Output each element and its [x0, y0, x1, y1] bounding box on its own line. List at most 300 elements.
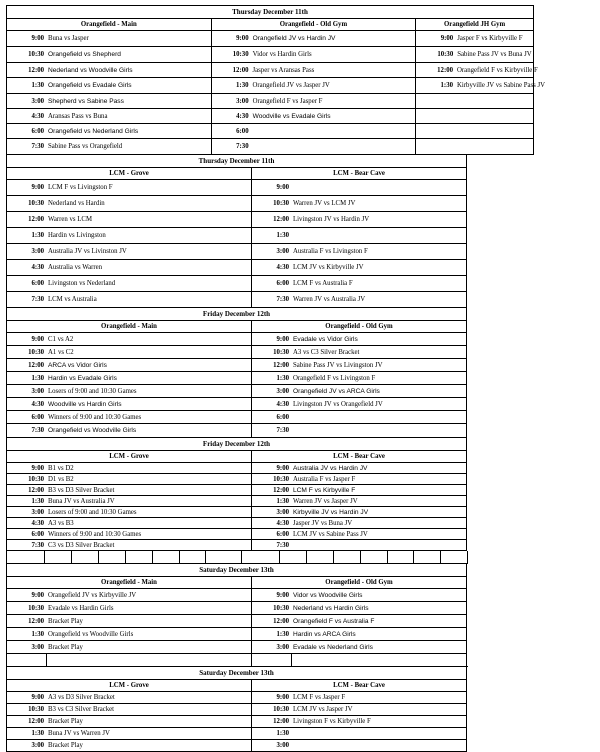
game-slot-old-gym [252, 628, 467, 640]
game-matchup: A3 vs B3 [48, 519, 74, 527]
game-slot-grove [7, 196, 252, 211]
game-row [6, 359, 467, 372]
game-rows [6, 180, 467, 308]
game-time: 12:00 [28, 216, 44, 223]
game-slot-main [7, 589, 252, 601]
game-time: 6:00 [31, 413, 44, 421]
game-matchup: Livingston F vs Kirbyville F [293, 718, 371, 725]
venue-orangefield-main: Orangefield - Main [7, 577, 252, 588]
game-time: 9:00 [31, 335, 44, 343]
game-matchup: A1 vs C2 [48, 348, 74, 356]
game-time: 3:00 [236, 97, 249, 105]
game-slot-main [7, 47, 212, 62]
game-time: 6:00 [31, 280, 44, 287]
game-slot-grove [7, 463, 252, 473]
game-matchup: Warren JV vs Australia JV [293, 296, 366, 303]
game-matchup: Orangefield F vs Australia F [293, 617, 375, 625]
game-slot-bear-cave [252, 244, 467, 259]
game-time: 12:00 [232, 66, 249, 74]
game-slot-main [7, 602, 252, 614]
game-time: 9:00 [31, 591, 44, 599]
game-matchup: B1 vs D2 [48, 464, 74, 472]
game-time: 3:00 [31, 387, 44, 395]
game-slot-main [7, 372, 252, 384]
game-row [6, 228, 467, 244]
game-slot-grove [7, 507, 252, 517]
day-heading: Friday December 12th [6, 308, 467, 321]
game-slot-bear-cave [252, 228, 467, 243]
game-time: 7:30 [31, 143, 44, 150]
game-slot-old-gym [212, 109, 417, 123]
game-row [6, 385, 467, 398]
game-slot-old-gym [212, 94, 417, 108]
game-row [6, 615, 467, 628]
game-row [6, 292, 467, 308]
game-time: 6:00 [31, 127, 44, 135]
game-slot-main [7, 333, 252, 345]
section-thursday-orangefield [6, 5, 546, 155]
game-time: 10:30 [28, 706, 44, 713]
game-time: 9:00 [276, 335, 289, 343]
game-matchup: Nederland vs Woodville Girls [48, 66, 133, 74]
game-time: 1:30 [276, 232, 289, 239]
game-time: 1:30 [31, 630, 44, 638]
game-matchup: A3 vs C3 Silver Bracket [293, 348, 360, 356]
game-slot-old-gym [252, 424, 467, 437]
venue-lcm-grove: LCM - Grove [7, 451, 252, 462]
game-matchup: Losers of 9:00 and 10:30 Games [48, 387, 137, 395]
game-row [6, 180, 467, 196]
game-matchup: Orangefield vs Woodville Girls [48, 630, 134, 638]
game-time: 1:30 [276, 374, 289, 382]
venue-header-row [6, 321, 467, 333]
game-row [6, 276, 467, 292]
game-time: 12:00 [437, 66, 453, 74]
game-time: 10:30 [273, 604, 289, 612]
venue-header-row [6, 577, 467, 589]
game-slot-old-gym [212, 31, 417, 46]
game-slot-main [7, 94, 212, 108]
venue-header-row [6, 168, 467, 180]
venue-header-row [6, 680, 467, 692]
game-time: 7:30 [276, 427, 289, 434]
game-matchup: Orangefield vs Evadale Girls [48, 82, 132, 89]
game-time: 3:00 [31, 97, 44, 105]
game-matchup: Livingston vs Nederland [48, 280, 116, 287]
game-time: 1:30 [236, 82, 249, 89]
game-matchup: Aransas Pass vs Buna [48, 112, 108, 120]
game-slot-main [7, 424, 252, 437]
game-matchup: D1 vs B2 [48, 475, 74, 483]
game-slot-bear-cave [252, 260, 467, 275]
game-slot-main [7, 641, 252, 653]
game-slot-old-gym [252, 346, 467, 358]
schedule-sheet [6, 5, 546, 752]
game-time: 6:00 [236, 127, 249, 135]
game-time: 12:00 [273, 216, 289, 223]
game-slot-grove [7, 228, 252, 243]
game-matchup: Winners of 9:00 and 10:30 Games [48, 413, 142, 421]
game-matchup: LCM JV vs Jasper JV [293, 706, 353, 713]
venue-orangefield-jh-gym: Orangefield JH Gym [416, 19, 534, 30]
game-matchup: Livingston JV vs Hardin JV [293, 216, 370, 223]
game-matchup: C1 vs A2 [48, 335, 74, 343]
game-matchup: Warren vs LCM [48, 216, 93, 223]
game-row [6, 346, 467, 359]
game-slot-jh-gym [416, 109, 534, 123]
blank-grid-row [6, 551, 468, 564]
game-time: 9:00 [31, 184, 44, 191]
game-slot-main [7, 109, 212, 123]
venue-orangefield-old-gym: Orangefield - Old Gym [252, 577, 467, 588]
game-slot-grove [7, 474, 252, 484]
section-friday-lcm [6, 438, 467, 564]
game-row [6, 728, 467, 740]
game-matchup: Australia F vs Livingston F [293, 248, 368, 255]
game-row [6, 463, 467, 474]
game-slot-grove [7, 292, 252, 307]
game-slot-old-gym [252, 589, 467, 601]
game-matchup: Orangefield vs Woodville Girls [48, 427, 137, 434]
game-time: 3:00 [31, 742, 44, 749]
game-time: 4:30 [276, 400, 289, 408]
game-time: 3:00 [276, 248, 289, 255]
game-matchup: Bracket Play [48, 718, 83, 725]
game-slot-old-gym [212, 124, 417, 138]
game-row [6, 47, 534, 63]
game-time: 10:30 [232, 51, 249, 58]
game-matchup: Australia F vs Jasper F [293, 475, 356, 483]
game-row [6, 78, 546, 94]
game-time: 6:00 [276, 413, 289, 421]
game-slot-jh-gym [416, 139, 534, 154]
game-matchup: Losers of 9:00 and 10:30 Games [48, 508, 137, 516]
game-time: 1:30 [31, 232, 44, 239]
game-time: 10:30 [273, 348, 289, 356]
game-slot-main [7, 385, 252, 397]
game-row [6, 474, 467, 485]
game-slot-bear-cave [252, 704, 467, 715]
game-matchup: Australia JV vs Livinston JV [48, 248, 127, 255]
game-row [6, 507, 467, 518]
game-matchup: Evadale vs Hardin Girls [48, 604, 114, 612]
game-matchup: Jasper JV vs Buna JV [293, 519, 353, 527]
game-slot-grove [7, 728, 252, 739]
game-slot-bear-cave [252, 474, 467, 484]
game-time: 1:30 [440, 82, 453, 89]
game-time: 9:00 [440, 35, 454, 42]
game-slot-old-gym [252, 615, 467, 627]
game-matchup: Vidor vs Woodville Girls [293, 591, 363, 599]
game-time: 3:00 [276, 742, 289, 749]
game-time: 3:00 [276, 387, 289, 395]
game-matchup: Shepherd vs Sabine Pass [48, 97, 124, 105]
day-heading: Thursday December 11th [6, 6, 534, 19]
game-time: 7:30 [236, 143, 249, 150]
game-matchup: Orangefield vs Nederland Girls [48, 127, 139, 135]
game-time: 12:00 [273, 361, 289, 369]
game-slot-bear-cave [252, 507, 467, 517]
game-row [6, 518, 467, 529]
game-matchup: Evadale vs Vidor Girls [293, 335, 358, 343]
day-heading: Saturday December 13th [6, 564, 467, 577]
game-matchup: LCM F vs Jasper F [293, 694, 346, 701]
game-time: 9:00 [236, 35, 249, 42]
game-matchup: Buna vs Jasper [48, 35, 89, 42]
game-slot-bear-cave [252, 485, 467, 495]
section-saturday-orangefield [6, 564, 467, 667]
game-matchup: Hardin vs Livingston [48, 232, 106, 239]
game-matchup: Jasper vs Aransas Pass [252, 66, 315, 74]
game-time: 9:00 [276, 694, 289, 701]
game-row [6, 63, 538, 78]
game-time: 10:30 [28, 475, 44, 483]
game-time: 10:30 [273, 475, 289, 483]
game-slot-bear-cave [252, 496, 467, 506]
game-time: 10:30 [28, 604, 44, 612]
game-time: 9:00 [31, 694, 44, 701]
game-matchup: Australia JV vs Hardin JV [293, 464, 368, 472]
game-time: 10:30 [28, 348, 44, 356]
game-time: 7:30 [31, 296, 44, 303]
game-time: 7:30 [31, 541, 44, 549]
game-matchup: Orangefield JV vs ARCA Girls [293, 387, 380, 395]
venue-orangefield-old-gym: Orangefield - Old Gym [252, 321, 467, 332]
game-slot-main [7, 124, 212, 138]
game-matchup: Woodville vs Hardin Girls [48, 400, 122, 408]
game-row [6, 740, 467, 752]
game-time: 9:00 [31, 464, 44, 472]
game-time: 3:00 [31, 643, 44, 651]
game-slot-bear-cave [252, 692, 467, 703]
game-matchup: Jasper F vs Kirbyville F [457, 35, 523, 42]
game-matchup: Livingston JV vs Orangefield JV [293, 400, 383, 408]
section-thursday-lcm [6, 155, 467, 308]
game-row [6, 398, 467, 411]
game-slot-old-gym [252, 333, 467, 345]
game-row [6, 244, 467, 260]
game-slot-jh-gym [416, 63, 538, 77]
venue-lcm-bear-cave: LCM - Bear Cave [252, 168, 467, 179]
game-time: 9:00 [276, 184, 289, 191]
game-slot-main [7, 31, 212, 46]
game-row [6, 496, 467, 507]
game-slot-old-gym [252, 372, 467, 384]
game-slot-main [7, 628, 252, 640]
game-matchup: Evadale vs Nederland Girls [293, 643, 373, 651]
game-time: 6:00 [276, 530, 289, 538]
game-time: 4:30 [236, 112, 249, 120]
game-matchup: LCM vs Australia [48, 296, 97, 303]
venue-lcm-bear-cave: LCM - Bear Cave [252, 451, 467, 462]
game-slot-grove [7, 740, 252, 751]
game-matchup: Sabine Pass vs Orangefield [48, 143, 123, 150]
game-slot-main [7, 139, 212, 154]
game-slot-old-gym [252, 411, 467, 423]
game-time: 4:30 [31, 112, 44, 120]
game-slot-jh-gym [416, 94, 534, 108]
game-matchup: Vidor vs Hardin Girls [252, 51, 312, 58]
game-matchup: Winners of 9:00 and 10:30 Games [48, 530, 142, 538]
game-time: 7:30 [31, 427, 44, 434]
game-matchup: Orangefield JV vs Hardin JV [252, 35, 336, 42]
venue-header-row [6, 451, 467, 463]
game-slot-old-gym [252, 602, 467, 614]
game-slot-grove [7, 716, 252, 727]
game-matchup: Orangefield F vs Kirbyville F [457, 66, 538, 74]
game-time: 6:00 [276, 280, 289, 287]
game-matchup: LCM F vs Australia F [293, 280, 353, 287]
game-matchup: Buna JV vs Warren JV [48, 730, 110, 737]
game-time: 10:30 [28, 200, 44, 207]
game-time: 4:30 [31, 519, 44, 527]
game-time: 7:30 [276, 296, 289, 303]
venue-header-row [6, 19, 534, 31]
game-time: 3:00 [276, 508, 289, 516]
game-slot-bear-cave [252, 728, 467, 739]
game-row [6, 692, 467, 704]
game-slot-jh-gym [416, 31, 534, 46]
game-row [6, 372, 467, 385]
game-row [6, 641, 467, 654]
game-slot-main [7, 398, 252, 410]
game-time: 12:00 [28, 718, 44, 725]
game-matchup: LCM F vs Kirbyville F [293, 486, 356, 494]
game-slot-grove [7, 260, 252, 275]
game-matchup: LCM JV vs Kirbyville JV [293, 264, 364, 271]
game-row [6, 628, 467, 641]
game-matchup: Hardin vs Evadale Girls [48, 374, 117, 382]
blank-grid-row [6, 654, 468, 667]
game-matchup: Orangefield JV vs Kirbyville JV [48, 591, 137, 599]
game-matchup: ARCA vs Vidor Girls [48, 361, 107, 369]
game-row [6, 485, 467, 496]
game-row [6, 124, 534, 139]
game-time: 4:30 [31, 400, 44, 408]
game-time: 12:00 [273, 617, 289, 625]
game-row [6, 411, 467, 424]
game-row [6, 589, 467, 602]
game-time: 9:00 [276, 464, 289, 472]
game-slot-main [7, 359, 252, 371]
game-slot-old-gym [212, 47, 417, 62]
game-slot-old-gym [212, 139, 417, 154]
game-slot-bear-cave [252, 518, 467, 528]
game-slot-grove [7, 212, 252, 227]
day-heading: Thursday December 11th [6, 155, 467, 168]
game-slot-bear-cave [252, 276, 467, 291]
game-slot-jh-gym [416, 78, 546, 93]
venue-orangefield-main: Orangefield - Main [7, 321, 252, 332]
game-matchup: Sabine Pass JV vs Buna JV [457, 51, 532, 58]
game-time: 3:00 [31, 508, 44, 516]
game-time: 12:00 [273, 718, 289, 725]
game-time: 1:30 [31, 730, 44, 737]
game-time: 10:30 [437, 51, 454, 58]
game-slot-old-gym [212, 63, 417, 77]
game-slot-old-gym [252, 398, 467, 410]
game-time: 10:30 [273, 200, 289, 207]
game-row [6, 424, 467, 438]
game-row [6, 333, 467, 346]
game-slot-bear-cave [252, 740, 467, 751]
game-matchup: B3 vs D3 Silver Bracket [48, 486, 115, 494]
game-slot-grove [7, 276, 252, 291]
game-time: 12:00 [28, 486, 44, 494]
game-slot-bear-cave [252, 196, 467, 211]
game-rows [6, 589, 467, 654]
game-time: 4:30 [276, 519, 289, 527]
game-slot-old-gym [252, 359, 467, 371]
game-row [6, 602, 467, 615]
game-slot-jh-gym [416, 47, 534, 62]
game-time: 12:00 [28, 617, 44, 625]
game-slot-old-gym [212, 78, 417, 93]
game-matchup: Orangefield F vs Jasper F [252, 97, 323, 105]
game-slot-grove [7, 180, 252, 195]
game-matchup: Bracket Play [48, 617, 83, 625]
venue-orangefield-main: Orangefield - Main [7, 19, 212, 30]
game-matchup: B3 vs C3 Silver Bracket [48, 706, 115, 713]
game-matchup: Hardin vs ARCA Girls [293, 630, 356, 638]
game-slot-main [7, 346, 252, 358]
game-row [6, 212, 467, 228]
game-slot-grove [7, 485, 252, 495]
game-row [6, 196, 467, 212]
venue-lcm-bear-cave: LCM - Bear Cave [252, 680, 467, 691]
day-heading: Saturday December 13th [6, 667, 467, 680]
game-slot-main [7, 63, 212, 77]
game-row [6, 716, 467, 728]
game-slot-grove [7, 244, 252, 259]
game-time: 6:00 [31, 530, 44, 538]
game-matchup: Orangefield F vs Livingston F [293, 374, 376, 382]
game-time: 10:30 [273, 706, 289, 713]
venue-lcm-grove: LCM - Grove [7, 168, 252, 179]
game-matchup: LCM JV vs Sabine Pass JV [293, 530, 368, 538]
game-slot-bear-cave [252, 716, 467, 727]
game-matchup: Orangefield JV vs Jasper JV [252, 82, 330, 89]
game-slot-main [7, 615, 252, 627]
game-time: 12:00 [273, 486, 289, 494]
game-rows [6, 333, 467, 438]
game-rows [6, 463, 467, 551]
game-matchup: Warren JV vs Jasper JV [293, 497, 358, 505]
game-time: 1:30 [31, 374, 44, 382]
game-slot-main [7, 78, 212, 93]
game-time: 1:30 [276, 730, 289, 737]
game-row [6, 704, 467, 716]
game-time: 12:00 [28, 361, 44, 369]
game-matchup: A3 vs D3 Silver Bracket [48, 694, 115, 701]
section-saturday-lcm [6, 667, 467, 752]
game-matchup: Bracket Play [48, 643, 83, 651]
game-matchup: Warren JV vs LCM JV [293, 200, 356, 207]
game-slot-grove [7, 496, 252, 506]
game-matchup: C3 vs D3 Silver Bracket [48, 541, 115, 549]
game-time: 4:30 [276, 264, 289, 271]
game-slot-main [7, 411, 252, 423]
day-heading: Friday December 12th [6, 438, 467, 451]
game-matchup: Australia vs Warren [48, 264, 103, 271]
venue-orangefield-old-gym: Orangefield - Old Gym [212, 19, 417, 30]
game-time: 3:00 [276, 643, 289, 651]
game-time: 3:00 [31, 248, 44, 255]
game-row [6, 260, 467, 276]
game-slot-grove [7, 692, 252, 703]
game-slot-grove [7, 704, 252, 715]
game-matchup: LCM F vs Livingston F [48, 184, 113, 191]
